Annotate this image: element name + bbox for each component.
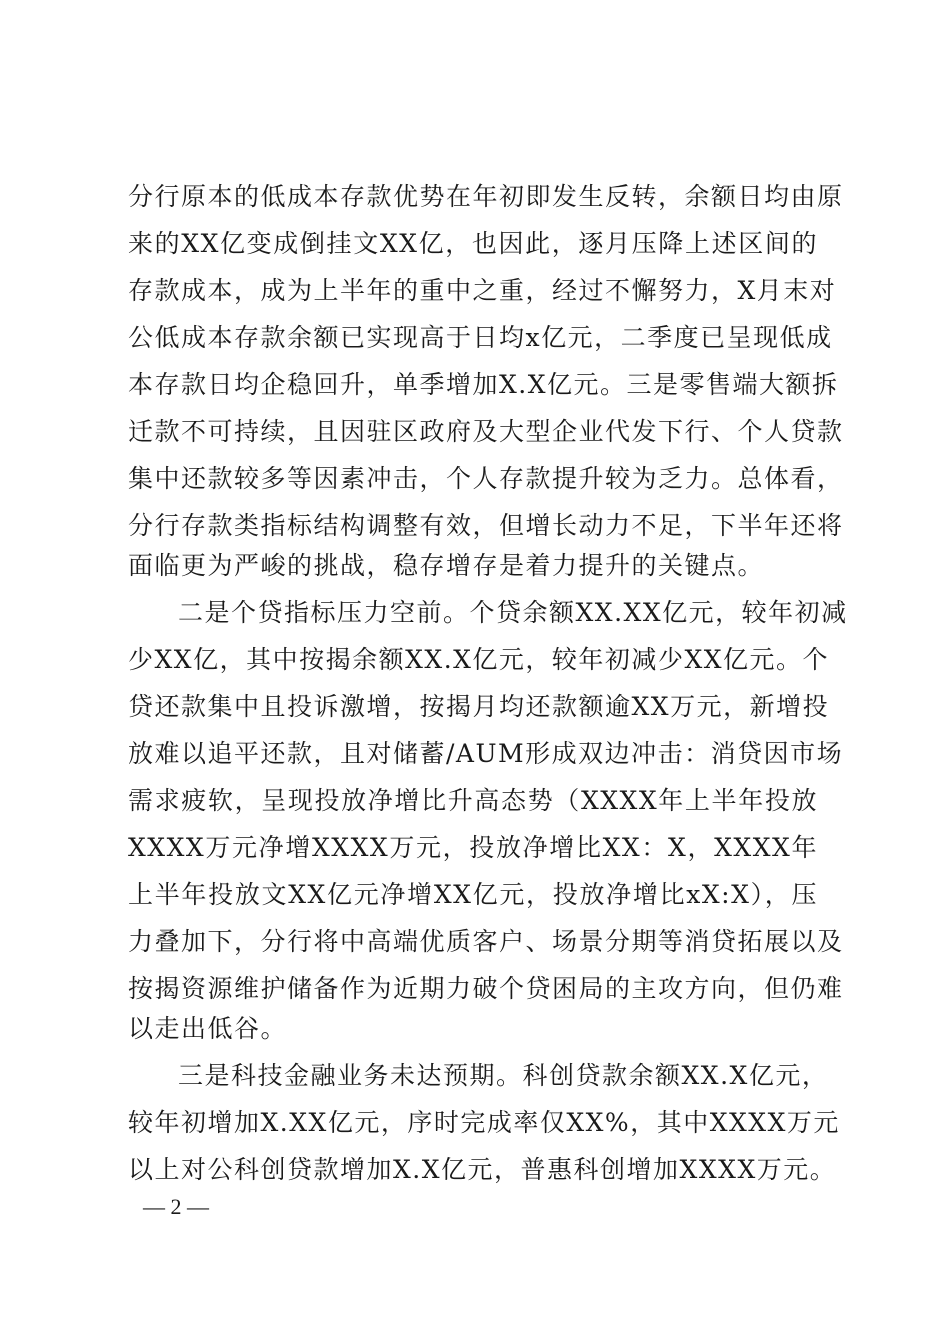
paragraph-heading-line: 二是个贷指标压力空前。个贷余额XX.XX亿元，较年初减 [178,598,848,627]
body-text-line: 按揭资源维护储备作为近期力破个贷困局的主攻方向，但仍难 [128,974,844,1003]
paragraph-heading-line: 三是科技金融业务未达预期。科创贷款余额XX.X亿元， [178,1061,829,1090]
body-text-line: 存款成本，成为上半年的重中之重，经过不懈努力，X月末对 [128,276,837,305]
body-text-line: 以走出低谷。 [128,1014,288,1043]
body-text-line: 集中还款较多等因素冲击，个人存款提升较为乏力。总体看， [128,464,844,493]
body-text-line: 以上对公科创贷款增加X.X亿元，普惠科创增加XXXX万元。 [128,1155,837,1184]
body-text-line: 少XX亿，其中按揭余额XX.X亿元，较年初减少XX亿元。个 [128,645,830,674]
body-text-line: 分行存款类指标结构调整有效，但增长动力不足，下半年还将 [128,511,844,540]
body-text-line: 面临更为严峻的挑战，稳存增存是着力提升的关键点。 [128,551,765,580]
body-text-line: 上半年投放文XX亿元净增XX亿元，投放净增比xX:X），压 [128,880,818,909]
body-text-line: 较年初增加X.XX亿元，序时完成率仅XX%，其中XXXX万元 [128,1108,840,1137]
body-text-line: 本存款日均企稳回升，单季增加X.X亿元。三是零售端大额拆 [128,370,839,399]
body-text-line: XXXX万元净增XXXX万元，投放净增比XX：X，XXXX年 [128,833,818,862]
body-text-line: 公低成本存款余额已实现高于日均x亿元，二季度已呈现低成 [128,323,833,352]
body-text-line: 贷还款集中且投诉激增，按揭月均还款额逾XX万元，新增投 [128,692,830,721]
body-text-line: 来的XX亿变成倒挂文XX亿，也因此，逐月压降上述区间的 [128,229,818,258]
page-number: — 2 — [143,1194,209,1219]
body-text-line: 需求疲软，呈现投放净增比升高态势（XXXX年上半年投放 [128,786,818,815]
body-text-line: 分行原本的低成本存款优势在年初即发生反转，余额日均由原 [128,182,844,211]
body-text-line: 力叠加下，分行将中高端优质客户、场景分期等消贷拓展以及 [128,927,844,956]
body-text-line: 迁款不可持续，且因驻区政府及大型企业代发下行、个人贷款 [128,417,844,446]
body-text-line: 放难以追平还款，且对储蓄/AUM形成双边冲击：消贷因市场 [128,739,844,768]
